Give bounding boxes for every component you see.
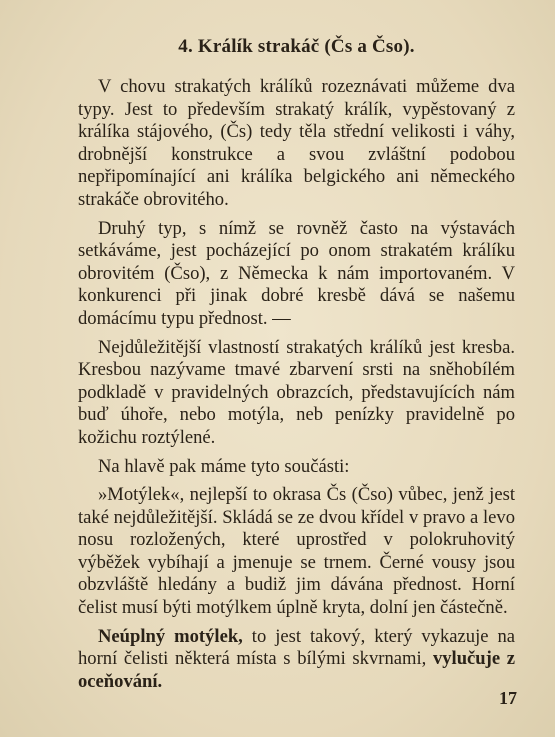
paragraph-3: Nejdůležitější vlastností strakatých králíků jest kresba. Kresbou nazývame tmavé zbarvení srsti na sněhobílém podkladě v pravidelných obrazcích, představujících nám buď úhoře, nebo motýla, neb penízky pravidelně po kožichu roztýlené. — [78, 336, 515, 448]
body-text — [78, 76, 515, 693]
paragraph-5: »Motýlek«, nejlepší to okrasa Čs (Čso) vůbec, jenž jest také nejdůležitější. Skládá se ze dvou křídel v pravo a levo nosu rozložených, které uprostřed v polokruhovitý výběžek vybíhají a jmenuje se trnem. Černé vousy jsou obzvláště hledány a budiž jim dávána přednost. Horní čelist musí býti motýlkem úplně kryta, dolní jen částečně. — [78, 484, 515, 619]
paragraph-2: Druhý typ, s nímž se rovněž často na výstavách setkáváme, jest pocházející po onom strakatém králíku obrovitém (Čso), z Německa k nám importovaném. V konkurenci při jinak dobré kresbě dává se našemu domácímu typu přednost. — — [78, 217, 515, 329]
paragraph-6 — [78, 626, 515, 694]
paragraph-6-text: to jest takový, který vykazuje na horní čelisti některá místa s bílými skvrnami, — [78, 625, 515, 670]
bold-conclusion: vylučuje z oceňování. — [78, 648, 515, 692]
bold-term: Neúplný motýlek, — [98, 625, 243, 647]
paragraph-1: V chovu strakatých králíků rozeznávati můžeme dva typy. Jest to především strakatý králík, vypěstovaný z králíka stájového, (Čs) tedy těla střední velikosti i váhy, drobnější konstrukce a svou zvláštní podobou nepřipomínající ani králíka belgického ani německého strakáče obrovitého. — [78, 76, 515, 210]
section-heading: 4. Králík strakáč (Čs a Čso). — [178, 36, 415, 57]
paragraph-4: Na hlavě pak máme tyto součásti: — [98, 455, 350, 477]
page-number: 17 — [499, 688, 517, 708]
